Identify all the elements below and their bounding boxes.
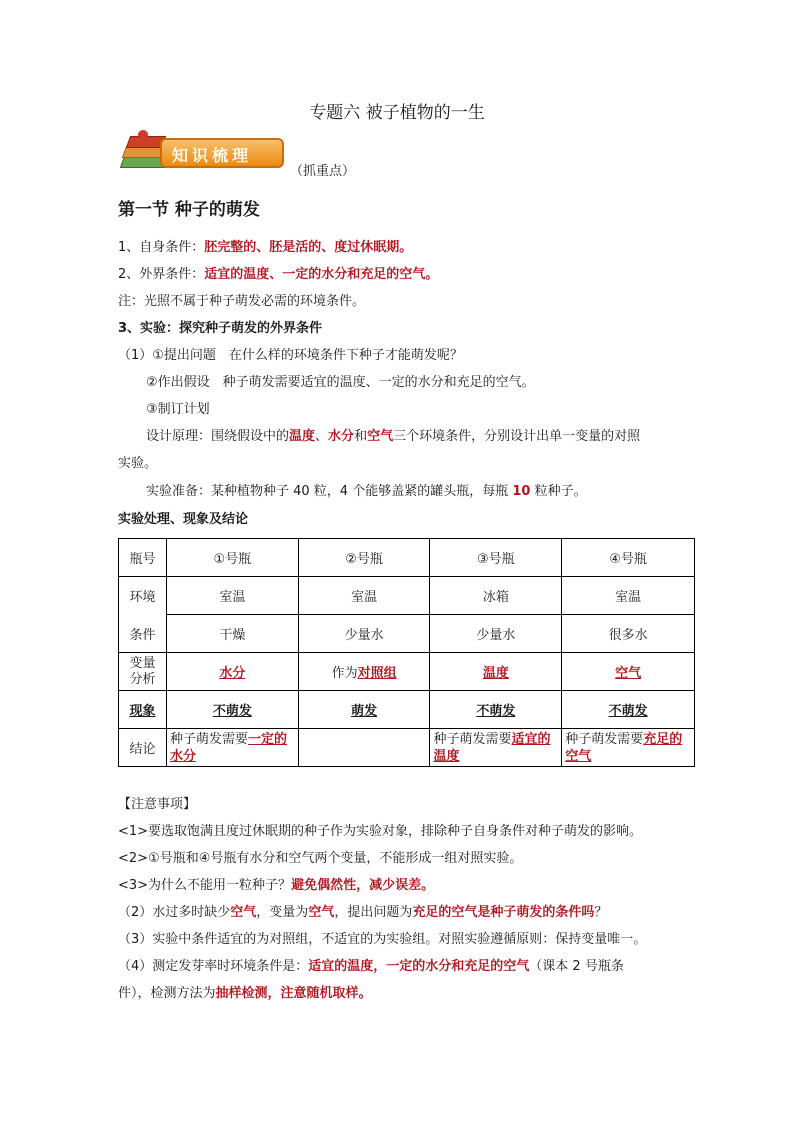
text-run: 种子萌发需要 xyxy=(433,731,512,747)
text-run: 实验准备：某种植物种子 40 粒，4 个能够盖紧的罐头瓶，每瓶 xyxy=(146,484,513,499)
line-external-condition xyxy=(118,265,438,285)
table-header-row xyxy=(119,539,695,577)
table-cell: 室温 xyxy=(166,577,298,615)
key-point: 适宜的温度、一定的水分和充足的空气。 xyxy=(204,267,439,282)
key-point: 充足的空气是种子萌发的条件吗 xyxy=(412,905,595,920)
line-preparation xyxy=(146,482,587,502)
page-title: 专题六 被子植物的一生 xyxy=(309,103,485,123)
table-cell xyxy=(298,653,430,691)
note-item xyxy=(118,957,624,977)
line-design-principle-cont: 实验。 xyxy=(118,456,158,471)
key-point: 适宜的温度，一定的水分和充足的空气 xyxy=(308,959,530,974)
text-run: 作为 xyxy=(331,666,358,681)
note-item xyxy=(118,903,607,923)
key-point: 水分 xyxy=(328,429,355,444)
row-label: 条件 xyxy=(119,615,167,653)
text-run: ？ xyxy=(594,905,608,920)
notes-title: 【注意事项】 xyxy=(118,797,197,812)
table-cell: 室温 xyxy=(298,577,430,615)
phenomenon: 不萌发 xyxy=(212,704,252,719)
key-point: 充足的空气 xyxy=(565,731,683,764)
table-row xyxy=(119,729,695,767)
text-run: 件），检测方法为 xyxy=(118,986,216,1001)
table-cell xyxy=(430,691,562,729)
table-cell: 干燥 xyxy=(166,615,298,653)
key-point: 空气 xyxy=(230,905,257,920)
key-point: 抽样检测，注意随机取样。 xyxy=(215,986,372,1001)
table-cell xyxy=(166,691,298,729)
section-heading: 第一节 种子的萌发 xyxy=(118,200,260,220)
key-point: 对照组 xyxy=(357,666,397,681)
note-item: <1>要选取饱满且度过休眠期的种子作为实验对象，排除种子自身条件对种子萌发的影响。 xyxy=(118,824,643,839)
key-point: 10 xyxy=(512,484,531,499)
key-point: 空气 xyxy=(615,666,642,681)
badge-plate xyxy=(160,138,284,168)
table-cell: 少量水 xyxy=(298,615,430,653)
header-cell: ④号瓶 xyxy=(562,539,695,577)
header-cell: ③号瓶 xyxy=(430,539,562,577)
note-item: <2>①号瓶和④号瓶有水分和空气两个变量，不能形成一组对照实验。 xyxy=(118,851,523,866)
table-caption: 实验处理、现象及结论 xyxy=(118,512,249,527)
table-cell xyxy=(166,729,298,767)
header-cell: ②号瓶 xyxy=(298,539,430,577)
knowledge-badge xyxy=(118,130,286,172)
table-cell xyxy=(562,729,695,767)
key-point: 避免偶然性，减少误差。 xyxy=(291,878,435,893)
text-run: 和 xyxy=(354,429,368,444)
text-run: （2）水过多时缺少 xyxy=(118,905,231,920)
header-cell: ①号瓶 xyxy=(166,539,298,577)
text-run: ，变量为 xyxy=(256,905,309,920)
header-cell: 瓶号 xyxy=(119,539,167,577)
table-cell: 室温 xyxy=(562,577,695,615)
table-row xyxy=(119,615,695,653)
text-run: 设计原理：围绕假设中的 xyxy=(146,429,290,444)
text-run: 三个环境条件，分别设计出单一变量的对照 xyxy=(393,429,641,444)
line-self-condition xyxy=(118,238,412,258)
key-point: 温度 xyxy=(482,666,509,681)
row-label: 结论 xyxy=(119,729,167,767)
experiment-table xyxy=(118,538,695,767)
line-step-question: （1）①提出问题 在什么样的环境条件下种子才能萌发呢？ xyxy=(118,348,463,363)
key-point: 水分 xyxy=(219,666,246,681)
line-experiment: 3、实验：探究种子萌发的外界条件 xyxy=(118,321,323,336)
phenomenon: 萌发 xyxy=(351,704,378,719)
key-point: 温度 xyxy=(289,429,316,444)
note-item xyxy=(118,876,434,896)
line-prefix: 1、自身条件： xyxy=(118,240,205,255)
badge-tag: （抓重点） xyxy=(290,164,356,179)
line-note: 注：光照不属于种子萌发必需的环境条件。 xyxy=(118,294,366,309)
line-step-hypothesis: ②作出假设 种子萌发需要适宜的温度、一定的水分和充足的空气。 xyxy=(146,375,535,390)
line-step-plan: ③制订计划 xyxy=(146,402,210,417)
text-run: ，提出问题为 xyxy=(334,905,413,920)
text-run: <3>为什么不能用一粒种子？ xyxy=(118,878,292,893)
text-run: 种子萌发需要 xyxy=(169,731,248,747)
line-design-principle xyxy=(146,427,640,447)
table-row xyxy=(119,691,695,729)
key-point: 胚完整的、胚是活的、度过休眠期。 xyxy=(204,240,413,255)
badge-label: 知识梳理 xyxy=(172,146,253,165)
key-point: 一定的水分 xyxy=(169,731,287,764)
table-row xyxy=(119,653,695,691)
phenomenon: 不萌发 xyxy=(608,704,648,719)
table-cell xyxy=(562,653,695,691)
line-prefix: 2、外界条件： xyxy=(118,267,205,282)
note-item: （3）实验中条件适宜的为对照组，不适宜的为实验组。对照实验遵循原则：保持变量唯一。 xyxy=(118,932,647,947)
key-point: 空气 xyxy=(308,905,335,920)
text-run: （课本 2 号瓶条 xyxy=(529,959,624,974)
text-run: 、 xyxy=(315,429,329,444)
table-cell: 冰箱 xyxy=(430,577,562,615)
note-item xyxy=(118,984,372,1004)
table-cell xyxy=(298,729,430,767)
row-label: 变量分析 xyxy=(119,653,167,691)
table-cell: 很多水 xyxy=(562,615,695,653)
table-cell: 少量水 xyxy=(430,615,562,653)
text-run: （4）测定发芽率时环境条件是： xyxy=(118,959,309,974)
table-cell xyxy=(166,653,298,691)
phenomenon: 不萌发 xyxy=(476,704,516,719)
row-label: 现象 xyxy=(119,691,167,729)
key-point: 空气 xyxy=(367,429,394,444)
table-cell xyxy=(430,729,562,767)
table-cell xyxy=(562,691,695,729)
text-run: 粒种子。 xyxy=(530,484,587,499)
apple-icon xyxy=(138,130,148,139)
row-label: 环境 xyxy=(119,577,167,615)
table-row xyxy=(119,577,695,615)
table-cell xyxy=(298,691,430,729)
text-run: 种子萌发需要 xyxy=(565,731,644,747)
key-point: 适宜的温度 xyxy=(433,731,551,764)
table-cell xyxy=(430,653,562,691)
